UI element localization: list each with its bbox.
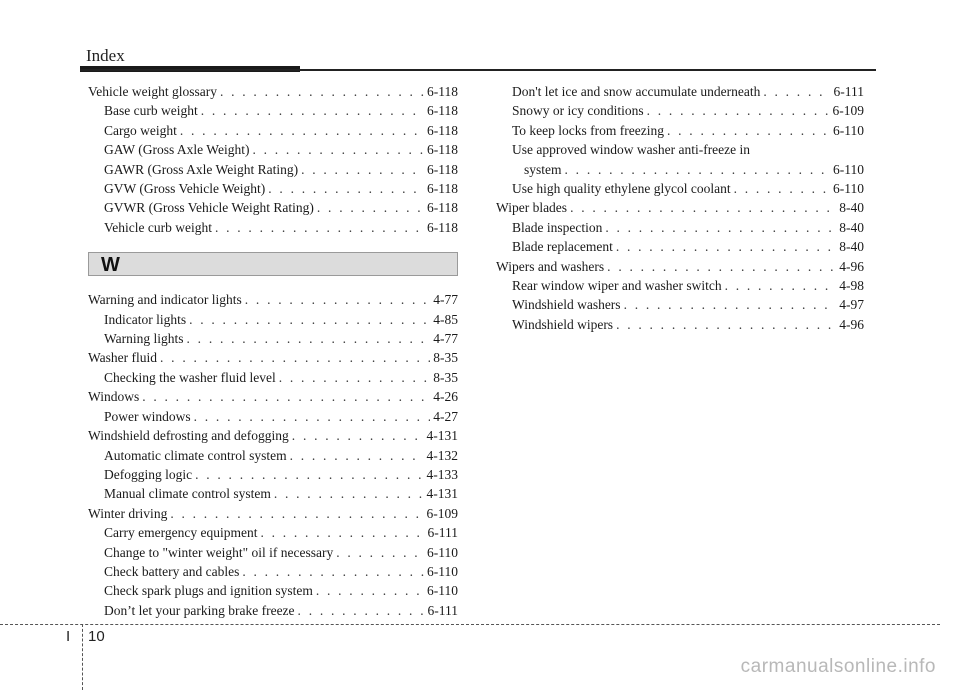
index-entry-page: 4-77: [433, 292, 458, 308]
index-entry: [496, 257, 864, 276]
dot-leader: [298, 601, 425, 620]
index-entry-term: Windshield washers: [512, 297, 621, 313]
index-entry-page: 6-110: [833, 181, 864, 197]
dot-leader: [292, 426, 424, 445]
dot-leader: [565, 160, 830, 179]
dot-leader: [647, 101, 830, 120]
dot-leader: [290, 446, 424, 465]
index-entry-term: Check battery and cables: [104, 563, 240, 579]
footer-section-letter: I: [66, 628, 71, 645]
dot-leader: [336, 543, 424, 562]
index-entry-page: 8-40: [839, 239, 864, 255]
dot-leader: [189, 310, 430, 329]
dot-leader: [274, 484, 424, 503]
dot-leader: [570, 198, 836, 217]
index-entry: [88, 82, 458, 101]
index-entry: [88, 407, 458, 426]
index-entry: [496, 276, 864, 295]
index-entry: [88, 179, 458, 198]
dot-leader: [763, 82, 830, 101]
index-entry: [88, 140, 458, 159]
index-entry-page: 8-35: [433, 369, 458, 385]
index-entry: [88, 387, 458, 406]
index-column-right: [496, 82, 864, 334]
index-entry-term: Winter driving: [88, 505, 168, 521]
index-entry: [88, 504, 458, 523]
index-entry-term: Checking the washer fluid level: [104, 369, 276, 385]
index-entry-term: Use high quality ethylene glycol coolant: [512, 181, 731, 197]
index-entry: [496, 179, 864, 198]
dot-leader: [215, 218, 424, 237]
index-entry: [88, 198, 458, 217]
dot-leader: [725, 276, 837, 295]
index-entry: [88, 426, 458, 445]
index-entry-page: 4-77: [433, 331, 458, 347]
index-entry: [88, 465, 458, 484]
index-entry: [496, 295, 864, 314]
index-entry-term: Wipers and washers: [496, 258, 605, 274]
dot-leader: [260, 523, 424, 542]
index-entry-page: 4-97: [839, 297, 864, 313]
index-entry-page: 4-27: [433, 408, 458, 424]
dot-leader: [195, 465, 423, 484]
index-entry-page: 6-111: [833, 84, 864, 99]
index-entry: [496, 140, 864, 159]
dot-leader: [624, 295, 837, 314]
dot-leader: [616, 315, 836, 334]
index-entry: [496, 160, 864, 179]
index-entry: [496, 237, 864, 256]
index-entry-page: 4-96: [839, 316, 864, 332]
index-entry-term: Manual climate control system: [104, 486, 271, 502]
dot-leader: [170, 504, 423, 523]
index-entry: [88, 329, 458, 348]
index-entry-page: 6-118: [427, 84, 458, 99]
index-entry-term: Base curb weight: [104, 103, 198, 119]
index-entry-page: 6-118: [427, 122, 458, 138]
index-entry-term: Don’t let your parking brake freeze: [104, 602, 295, 618]
index-entry-term: Indicator lights: [104, 311, 187, 327]
index-entry: [88, 543, 458, 562]
footer-divider: [82, 624, 83, 690]
dot-leader: [316, 581, 424, 600]
index-entry: [496, 121, 864, 140]
index-entry-term: Windshield defrosting and defogging: [88, 428, 289, 444]
index-entry: [88, 581, 458, 600]
index-entry-page: 6-110: [427, 563, 458, 579]
index-entry-term: To keep locks from freezing: [512, 122, 664, 138]
index-entry-term: GVWR (Gross Vehicle Weight Rating): [104, 200, 314, 216]
index-entry-term: Wiper blades: [496, 200, 568, 216]
section-header-w: [88, 252, 458, 276]
index-entry-term: Warning and indicator lights: [88, 292, 242, 308]
index-entry-page: 4-131: [426, 428, 458, 444]
index-entry-term: Washer fluid: [88, 350, 158, 366]
index-entry: [88, 348, 458, 367]
index-entry-page: 6-109: [832, 103, 864, 119]
index-entry: [88, 101, 458, 120]
index-entry: [88, 160, 458, 179]
dot-leader: [268, 179, 424, 198]
dot-leader: [201, 101, 424, 120]
page-title: Index: [86, 46, 125, 65]
dot-leader: [301, 160, 424, 179]
index-entry: [88, 290, 458, 309]
index-entry-page: 8-35: [433, 350, 458, 366]
index-entry-term: Use approved window washer anti-freeze in: [512, 142, 751, 158]
index-entry: [88, 121, 458, 140]
dot-leader: [667, 121, 830, 140]
index-entry-page: 6-111: [427, 602, 458, 618]
index-entry-page: 6-118: [427, 142, 458, 158]
footer-rule: [0, 624, 940, 625]
index-entry-page: 4-98: [839, 278, 864, 294]
index-entry-page: 4-96: [839, 258, 864, 274]
index-entry-page: 4-85: [433, 311, 458, 327]
index-entry: [88, 218, 458, 237]
index-entry: [496, 315, 864, 334]
index-entry-page: 6-118: [427, 161, 458, 177]
dot-leader: [160, 348, 430, 367]
index-entry: [88, 368, 458, 387]
index-entry-term: Power windows: [104, 408, 191, 424]
index-entry: [88, 446, 458, 465]
index-entry-page: 4-26: [433, 389, 458, 405]
dot-leader: [194, 407, 431, 426]
index-entry-page: 6-118: [427, 181, 458, 197]
dot-leader: [242, 562, 424, 581]
dot-leader: [317, 198, 424, 217]
dot-leader: [142, 387, 430, 406]
index-column-left: [88, 82, 458, 620]
index-entry-term: Rear window wiper and washer switch: [512, 278, 722, 294]
index-entries-group: [88, 290, 458, 620]
index-entry-term: GVW (Gross Vehicle Weight): [104, 181, 266, 197]
index-entry-page: 6-111: [427, 525, 458, 541]
index-entry-page: 4-132: [426, 447, 458, 463]
index-entry: [496, 218, 864, 237]
dot-leader: [180, 121, 424, 140]
dot-leader: [607, 257, 836, 276]
index-entry: [88, 562, 458, 581]
index-entry: [496, 82, 864, 101]
dot-leader: [616, 237, 836, 256]
index-entry: [496, 198, 864, 217]
dot-leader: [279, 368, 431, 387]
index-entry-term: Vehicle curb weight: [104, 219, 212, 235]
index-entry-page: 6-118: [427, 200, 458, 216]
index-entry-term: Check spark plugs and ignition system: [104, 583, 313, 599]
index-entry: [88, 310, 458, 329]
dot-leader: [245, 290, 430, 309]
index-entry-page: 6-110: [427, 583, 458, 599]
index-entry-term: GAW (Gross Axle Weight): [104, 142, 250, 158]
index-entry-term: Carry emergency equipment: [104, 525, 258, 541]
index-entry-page: 4-131: [426, 486, 458, 502]
index-entry-term: Windshield wipers: [512, 316, 614, 332]
index-entry-term: system: [524, 161, 562, 177]
index-entry-term: Don't let ice and snow accumulate underneath: [512, 84, 761, 99]
index-entry-term: Change to "winter weight" oil if necessary: [104, 544, 334, 560]
index-entry-page: 6-110: [833, 161, 864, 177]
index-entry-page: 8-40: [839, 200, 864, 216]
index-entry-page: 6-110: [427, 544, 458, 560]
index-entry-page: 6-109: [426, 505, 458, 521]
index-entry: [88, 601, 458, 620]
index-entry-term: Snowy or icy conditions: [512, 103, 644, 119]
page-number: 10: [88, 628, 105, 645]
dot-leader: [220, 82, 424, 101]
dot-leader: [734, 179, 830, 198]
index-entry-page: 6-110: [833, 122, 864, 138]
index-entry-term: Automatic climate control system: [104, 447, 287, 463]
index-entry-term: Cargo weight: [104, 122, 177, 138]
dot-leader: [605, 218, 836, 237]
index-entries-group: [88, 82, 458, 237]
index-entry-term: GAWR (Gross Axle Weight Rating): [104, 161, 299, 177]
index-entry-page: 8-40: [839, 219, 864, 235]
index-entry-page: 4-133: [426, 466, 458, 482]
index-entry-term: Vehicle weight glossary: [88, 84, 217, 99]
index-entry: [496, 101, 864, 120]
watermark: carmanualsonline.info: [740, 656, 936, 677]
dot-leader: [252, 140, 424, 159]
index-entry: [88, 484, 458, 503]
index-entry: [88, 523, 458, 542]
index-entry-term: Warning lights: [104, 331, 184, 347]
index-entries-group: [496, 82, 864, 334]
index-entry-page: 6-118: [427, 219, 458, 235]
header-rule: [80, 69, 876, 71]
dot-leader: [187, 329, 431, 348]
index-entry-term: Blade replacement: [512, 239, 613, 255]
index-entry-page: 6-118: [427, 103, 458, 119]
section-letter: W: [101, 254, 120, 277]
index-entry-term: Blade inspection: [512, 219, 603, 235]
index-entry-term: Windows: [88, 389, 140, 405]
index-entry-term: Defogging logic: [104, 466, 193, 482]
